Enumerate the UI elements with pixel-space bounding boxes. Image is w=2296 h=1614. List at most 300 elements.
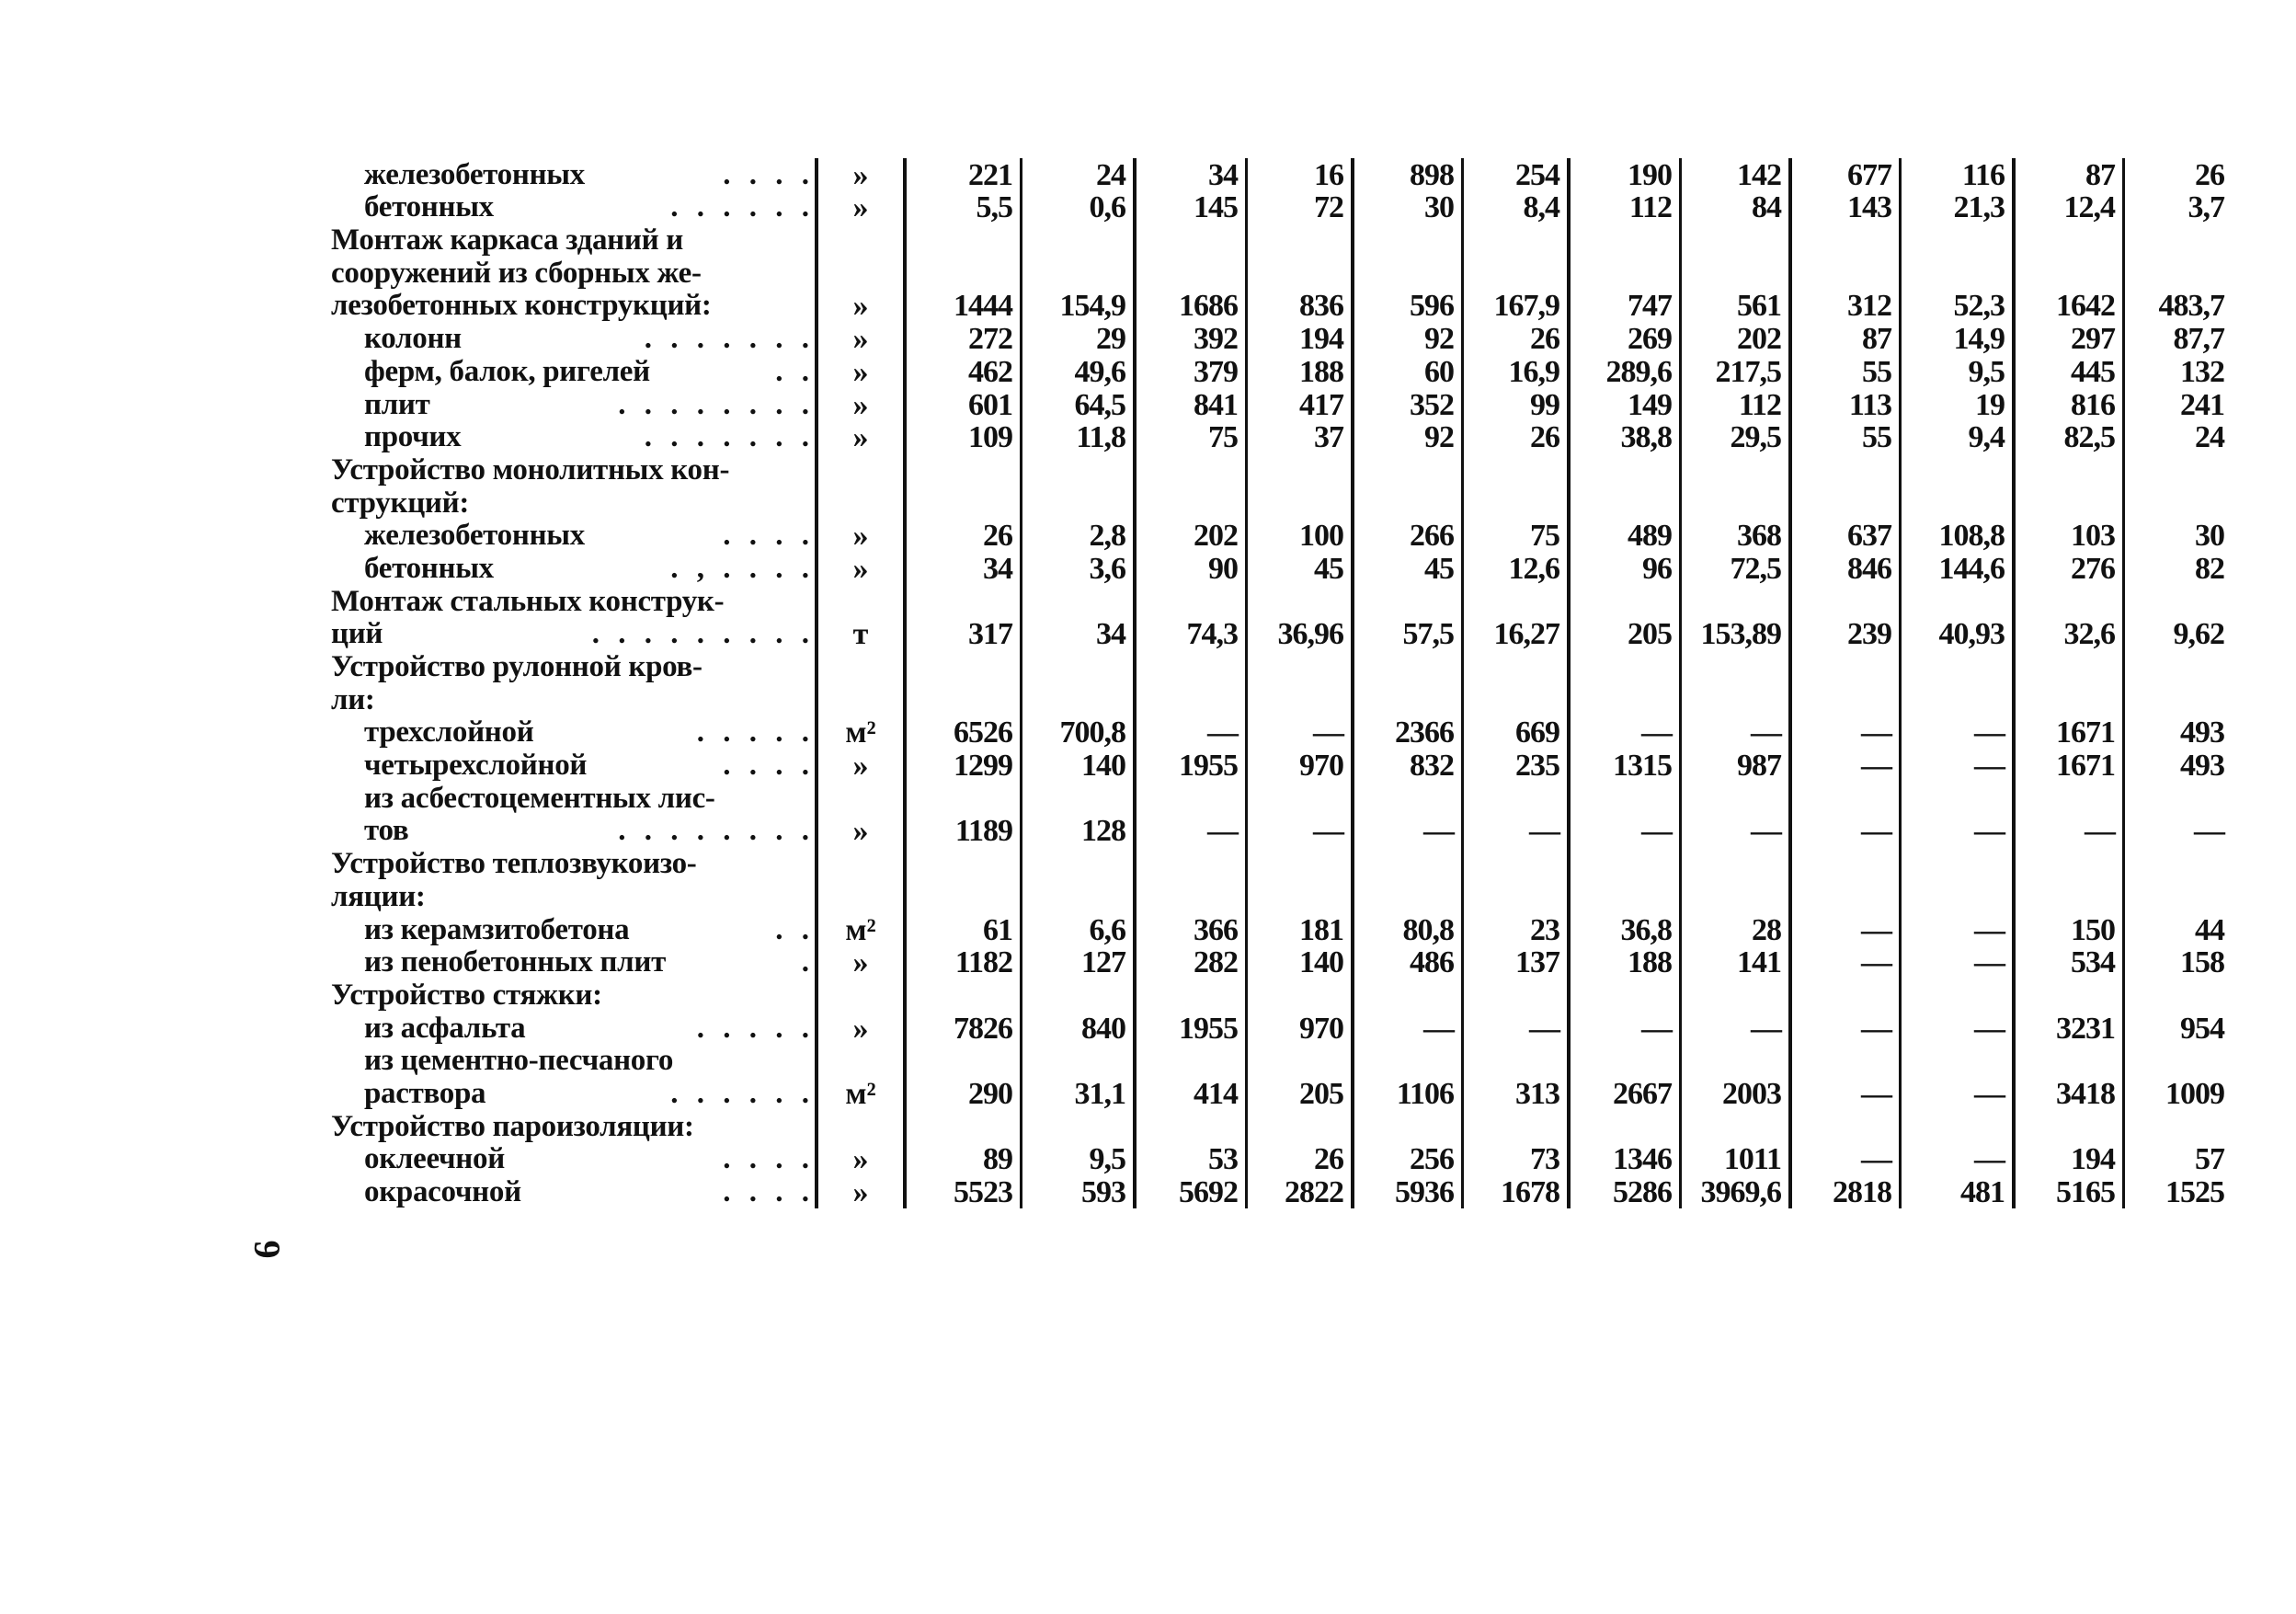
unit-cell: т	[817, 618, 905, 651]
value-cell: 241	[2124, 388, 2233, 421]
table-row	[331, 979, 2232, 1012]
value-cell: 1299	[905, 749, 1022, 782]
row-label: бетонных	[364, 551, 494, 585]
value-cell: 1686	[1135, 290, 1247, 323]
row-label: железобетонных	[364, 157, 585, 191]
value-cell: 6526	[905, 716, 1022, 750]
value-cell	[2014, 880, 2124, 913]
value-cell: 205	[1247, 1077, 1354, 1110]
table-row	[331, 290, 2232, 323]
row-label-cell	[331, 223, 817, 257]
value-cell	[1247, 683, 1354, 716]
leader-dots: . .	[775, 354, 815, 388]
value-cell	[1022, 979, 1136, 1012]
value-cell: 113	[1790, 388, 1901, 421]
value-cell	[1569, 979, 1681, 1012]
value-cell	[1247, 1045, 1354, 1078]
value-cell	[1901, 486, 2015, 520]
value-cell: 73	[1463, 1143, 1570, 1176]
value-cell	[1901, 782, 2015, 815]
leader-dots: . . . . . . .	[644, 322, 815, 356]
value-cell	[1569, 683, 1681, 716]
value-cell: —	[1790, 1012, 1901, 1045]
value-cell	[2014, 650, 2124, 683]
value-cell: 317	[905, 618, 1022, 651]
value-cell: 28	[1681, 913, 1791, 946]
row-label: железобетонных	[364, 519, 585, 553]
unit-cell	[817, 880, 905, 913]
value-cell	[1901, 847, 2015, 880]
value-cell	[1681, 683, 1791, 716]
value-cell: 954	[2124, 1012, 2233, 1045]
unit-cell	[817, 979, 905, 1012]
value-cell: 99	[1463, 388, 1570, 421]
value-cell: —	[1353, 815, 1463, 848]
table-row	[331, 749, 2232, 782]
value-cell: —	[2014, 815, 2124, 848]
value-cell	[1353, 1110, 1463, 1143]
row-label: прочих	[364, 420, 462, 454]
value-cell: 970	[1247, 749, 1354, 782]
value-cell	[1353, 257, 1463, 290]
value-cell	[1247, 453, 1354, 486]
value-cell	[1247, 782, 1354, 815]
value-cell: 313	[1463, 1077, 1570, 1110]
row-label-cell	[331, 552, 817, 585]
value-cell	[1247, 1110, 1354, 1143]
table-row	[331, 1077, 2232, 1110]
value-cell: 3231	[2014, 1012, 2124, 1045]
unit-cell: »	[817, 290, 905, 323]
value-cell	[1247, 257, 1354, 290]
unit-cell	[817, 782, 905, 815]
value-cell: 596	[1353, 290, 1463, 323]
leader-dots: .	[801, 945, 815, 979]
value-cell	[1901, 1045, 2015, 1078]
value-cell: 55	[1790, 355, 1901, 388]
value-cell	[2124, 847, 2233, 880]
value-cell: 1678	[1463, 1175, 1570, 1208]
value-cell	[1463, 880, 1570, 913]
value-cell: —	[1790, 1143, 1901, 1176]
value-cell	[1681, 257, 1791, 290]
table-row	[331, 191, 2232, 224]
value-cell: 26	[1247, 1143, 1354, 1176]
value-cell	[1353, 650, 1463, 683]
value-cell	[1463, 847, 1570, 880]
value-cell	[905, 683, 1022, 716]
value-cell: 486	[1353, 946, 1463, 979]
value-cell	[1463, 453, 1570, 486]
value-cell: 1955	[1135, 749, 1247, 782]
value-cell: 970	[1247, 1012, 1354, 1045]
value-cell: 181	[1247, 913, 1354, 946]
unit-cell: »	[817, 388, 905, 421]
unit-cell: »	[817, 1175, 905, 1208]
value-cell: 289,6	[1569, 355, 1681, 388]
value-cell	[1681, 1110, 1791, 1143]
value-cell	[1901, 650, 2015, 683]
value-cell: —	[1463, 1012, 1570, 1045]
value-cell	[905, 257, 1022, 290]
value-cell: 1106	[1353, 1077, 1463, 1110]
row-label: плит	[364, 387, 430, 421]
row-label-cell	[331, 880, 817, 913]
value-cell: 276	[2014, 552, 2124, 585]
value-cell: —	[1681, 1012, 1791, 1045]
value-cell	[1022, 1045, 1136, 1078]
value-cell: 103	[2014, 520, 2124, 553]
value-cell: 112	[1681, 388, 1791, 421]
value-cell: 141	[1681, 946, 1791, 979]
value-cell	[1135, 650, 1247, 683]
value-cell: 282	[1135, 946, 1247, 979]
value-cell: 840	[1022, 1012, 1136, 1045]
value-cell	[1901, 979, 2015, 1012]
value-cell: 1315	[1569, 749, 1681, 782]
value-cell	[1247, 979, 1354, 1012]
value-cell	[1135, 880, 1247, 913]
value-cell	[1247, 880, 1354, 913]
value-cell	[1247, 486, 1354, 520]
unit-cell: »	[817, 421, 905, 454]
value-cell	[1353, 223, 1463, 257]
value-cell	[1790, 979, 1901, 1012]
value-cell: 462	[905, 355, 1022, 388]
table-row	[331, 1012, 2232, 1045]
value-cell: 57,5	[1353, 618, 1463, 651]
value-cell: 5936	[1353, 1175, 1463, 1208]
value-cell	[1681, 453, 1791, 486]
value-cell: 256	[1353, 1143, 1463, 1176]
row-label-cell	[331, 453, 817, 486]
leader-dots: . . . .	[723, 749, 815, 783]
table-row	[331, 158, 2232, 191]
value-cell: 108,8	[1901, 520, 2015, 553]
value-cell: 90	[1135, 552, 1247, 585]
value-cell	[1135, 585, 1247, 618]
value-cell	[1681, 782, 1791, 815]
value-cell: 53	[1135, 1143, 1247, 1176]
value-cell: 23	[1463, 913, 1570, 946]
value-cell: 832	[1353, 749, 1463, 782]
value-cell: 1444	[905, 290, 1022, 323]
value-cell: 26	[1463, 322, 1570, 355]
value-cell: 96	[1569, 552, 1681, 585]
value-cell: 2822	[1247, 1175, 1354, 1208]
value-cell: —	[1247, 716, 1354, 750]
row-label-cell	[331, 782, 817, 815]
row-label-cell	[331, 749, 817, 782]
value-cell: 137	[1463, 946, 1570, 979]
value-cell: —	[1681, 815, 1791, 848]
value-cell: 38,8	[1569, 421, 1681, 454]
value-cell: 5523	[905, 1175, 1022, 1208]
row-label-cell	[331, 1077, 817, 1110]
value-cell: 57	[2124, 1143, 2233, 1176]
value-cell	[2014, 683, 2124, 716]
table-row	[331, 421, 2232, 454]
row-label-cell	[331, 979, 817, 1012]
value-cell	[905, 979, 1022, 1012]
row-label: ли:	[331, 682, 375, 716]
value-cell: 1189	[905, 815, 1022, 848]
table-row	[331, 880, 2232, 913]
value-cell	[1569, 453, 1681, 486]
row-label-cell	[331, 257, 817, 290]
row-label: из асфальта	[364, 1011, 526, 1045]
value-cell: 11,8	[1022, 421, 1136, 454]
value-cell: 9,4	[1901, 421, 2015, 454]
value-cell: 92	[1353, 421, 1463, 454]
value-cell: 414	[1135, 1077, 1247, 1110]
value-cell: 9,5	[1022, 1143, 1136, 1176]
value-cell: 392	[1135, 322, 1247, 355]
row-label: Монтаж стальных конструк-	[331, 584, 725, 618]
value-cell	[2014, 223, 2124, 257]
value-cell	[1569, 257, 1681, 290]
table-row	[331, 1143, 2232, 1176]
row-label-cell	[331, 191, 817, 224]
row-label: из пенобетонных плит	[364, 945, 666, 979]
value-cell: 8,4	[1463, 191, 1570, 224]
value-cell: 5286	[1569, 1175, 1681, 1208]
value-cell: 167,9	[1463, 290, 1570, 323]
value-cell	[1569, 1110, 1681, 1143]
value-cell: —	[1790, 1077, 1901, 1110]
value-cell	[1353, 880, 1463, 913]
unit-cell	[817, 486, 905, 520]
value-cell: 312	[1790, 290, 1901, 323]
unit-cell: »	[817, 1012, 905, 1045]
value-cell	[1353, 847, 1463, 880]
value-cell	[1790, 257, 1901, 290]
value-cell	[2014, 847, 2124, 880]
value-cell	[1022, 650, 1136, 683]
unit-cell: »	[817, 355, 905, 388]
value-cell: 12,6	[1463, 552, 1570, 585]
unit-cell	[817, 1110, 905, 1143]
value-cell: 202	[1681, 322, 1791, 355]
table-row	[331, 552, 2232, 585]
page-number: 6	[246, 1240, 288, 1259]
leader-dots: . , . . . .	[670, 551, 815, 585]
value-cell	[1463, 979, 1570, 1012]
value-cell: —	[1681, 716, 1791, 750]
work-volume-table	[331, 158, 2232, 1208]
value-cell: 221	[905, 158, 1022, 191]
value-cell: 34	[1135, 158, 1247, 191]
table-row	[331, 486, 2232, 520]
value-cell: 6,6	[1022, 913, 1136, 946]
value-cell: 143	[1790, 191, 1901, 224]
unit-cell	[817, 585, 905, 618]
value-cell	[1353, 979, 1463, 1012]
value-cell: 593	[1022, 1175, 1136, 1208]
value-cell: 669	[1463, 716, 1570, 750]
value-cell	[905, 1045, 1022, 1078]
row-label: Монтаж каркаса зданий и	[331, 223, 683, 258]
value-cell	[1135, 1045, 1247, 1078]
value-cell: 16,27	[1463, 618, 1570, 651]
row-label-cell	[331, 1110, 817, 1143]
value-cell	[1463, 683, 1570, 716]
row-label: Устройство теплозвукоизо-	[331, 847, 697, 881]
value-cell: 30	[1353, 191, 1463, 224]
unit-cell: м²	[817, 913, 905, 946]
row-label-cell	[331, 847, 817, 880]
value-cell: 368	[1681, 520, 1791, 553]
value-cell: 5165	[2014, 1175, 2124, 1208]
table-row	[331, 683, 2232, 716]
value-cell	[1463, 223, 1570, 257]
value-cell	[1022, 683, 1136, 716]
value-cell	[1901, 453, 2015, 486]
value-cell	[1569, 486, 1681, 520]
value-cell: 112	[1569, 191, 1681, 224]
value-cell: —	[1901, 716, 2015, 750]
value-cell: 0,6	[1022, 191, 1136, 224]
value-cell	[1790, 585, 1901, 618]
value-cell: 75	[1463, 520, 1570, 553]
value-cell: 100	[1247, 520, 1354, 553]
value-cell	[905, 782, 1022, 815]
value-cell	[2014, 782, 2124, 815]
value-cell: 2667	[1569, 1077, 1681, 1110]
value-cell: —	[1901, 1077, 2015, 1110]
value-cell: —	[1901, 913, 2015, 946]
value-cell	[1135, 847, 1247, 880]
value-cell: 127	[1022, 946, 1136, 979]
value-cell: 29,5	[1681, 421, 1791, 454]
value-cell: 132	[2124, 355, 2233, 388]
value-cell	[1022, 585, 1136, 618]
value-cell	[1135, 1110, 1247, 1143]
value-cell	[2124, 453, 2233, 486]
value-cell: 483,7	[2124, 290, 2233, 323]
table-body	[331, 158, 2232, 1208]
value-cell: 24	[2124, 421, 2233, 454]
value-cell: 72,5	[1681, 552, 1791, 585]
leader-dots: . .	[775, 912, 815, 946]
value-cell: —	[2124, 815, 2233, 848]
value-cell: 49,6	[1022, 355, 1136, 388]
row-label: окрасочной	[364, 1175, 521, 1208]
value-cell	[2014, 486, 2124, 520]
row-label: струкций:	[331, 486, 470, 520]
row-label-cell	[331, 650, 817, 683]
value-cell: 109	[905, 421, 1022, 454]
value-cell: —	[1901, 1012, 2015, 1045]
leader-dots: . . . . . . . .	[618, 814, 815, 848]
value-cell: —	[1247, 815, 1354, 848]
value-cell	[1901, 585, 2015, 618]
value-cell: 290	[905, 1077, 1022, 1110]
value-cell: 1011	[1681, 1143, 1791, 1176]
row-label-cell	[331, 1175, 817, 1208]
value-cell: 34	[1022, 618, 1136, 651]
value-cell	[1353, 486, 1463, 520]
value-cell: 12,4	[2014, 191, 2124, 224]
table-row	[331, 453, 2232, 486]
value-cell: —	[1135, 815, 1247, 848]
value-cell: 700,8	[1022, 716, 1136, 750]
value-cell	[2124, 1045, 2233, 1078]
unit-cell: »	[817, 749, 905, 782]
leader-dots: . . . . . .	[670, 1076, 815, 1110]
value-cell	[1247, 650, 1354, 683]
value-cell	[2124, 486, 2233, 520]
value-cell: 235	[1463, 749, 1570, 782]
value-cell: 417	[1247, 388, 1354, 421]
value-cell: 561	[1681, 290, 1791, 323]
row-label-cell	[331, 683, 817, 716]
unit-cell: »	[817, 815, 905, 848]
value-cell: 87	[2014, 158, 2124, 191]
value-cell: 72	[1247, 191, 1354, 224]
value-cell: 816	[2014, 388, 2124, 421]
row-label-cell	[331, 486, 817, 520]
row-label: из цементно-песчаного	[364, 1044, 674, 1078]
row-label-cell	[331, 322, 817, 355]
value-cell	[905, 585, 1022, 618]
unit-cell: »	[817, 552, 905, 585]
row-label-cell	[331, 1012, 817, 1045]
value-cell: 269	[1569, 322, 1681, 355]
row-label-cell	[331, 618, 817, 651]
value-cell: 2366	[1353, 716, 1463, 750]
value-cell: 3418	[2014, 1077, 2124, 1110]
value-cell: 601	[905, 388, 1022, 421]
row-label-cell	[331, 421, 817, 454]
value-cell	[905, 880, 1022, 913]
table-row	[331, 782, 2232, 815]
row-label-cell	[331, 946, 817, 979]
value-cell: 30	[2124, 520, 2233, 553]
value-cell	[1569, 650, 1681, 683]
value-cell	[2014, 1045, 2124, 1078]
value-cell: 3,6	[1022, 552, 1136, 585]
value-cell: 637	[1790, 520, 1901, 553]
value-cell: 445	[2014, 355, 2124, 388]
value-cell	[2124, 880, 2233, 913]
table-row	[331, 1110, 2232, 1143]
value-cell: 266	[1353, 520, 1463, 553]
value-cell: 841	[1135, 388, 1247, 421]
table-row	[331, 520, 2232, 553]
value-cell: 80,8	[1353, 913, 1463, 946]
value-cell	[2124, 585, 2233, 618]
value-cell	[2124, 223, 2233, 257]
value-cell: 3,7	[2124, 191, 2233, 224]
value-cell	[2124, 979, 2233, 1012]
value-cell: —	[1901, 749, 2015, 782]
value-cell: —	[1790, 749, 1901, 782]
value-cell: 9,62	[2124, 618, 2233, 651]
row-label: Устройство пароизоляции:	[331, 1109, 694, 1143]
value-cell	[1353, 453, 1463, 486]
value-cell: —	[1790, 815, 1901, 848]
leader-dots: . . . .	[723, 157, 815, 191]
value-cell: 194	[2014, 1143, 2124, 1176]
value-cell: 34	[905, 552, 1022, 585]
value-cell: 45	[1247, 552, 1354, 585]
value-cell: 40,93	[1901, 618, 2015, 651]
row-label: ферм, балок, ригелей	[364, 354, 650, 388]
value-cell: 481	[1901, 1175, 2015, 1208]
unit-cell: »	[817, 191, 905, 224]
value-cell: 16	[1247, 158, 1354, 191]
